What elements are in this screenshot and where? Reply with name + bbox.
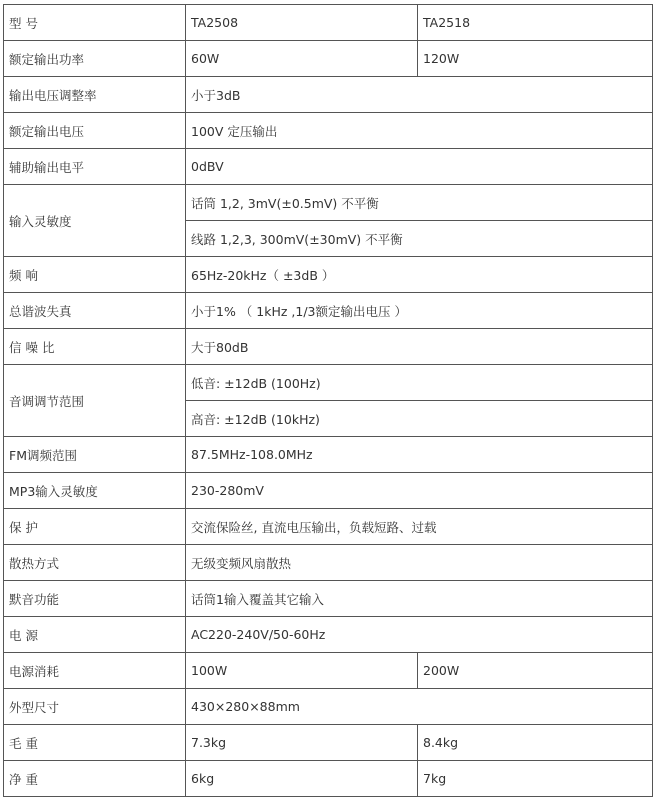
spec-label: 默音功能 [4, 581, 186, 617]
table-row [4, 437, 653, 473]
table-row [4, 761, 653, 797]
spec-value: 大于80dB [186, 329, 653, 365]
spec-value: 120W [418, 41, 653, 77]
spec-value: 60W [186, 41, 418, 77]
spec-label: 总谐波失真 [4, 293, 186, 329]
spec-label: 额定输出电压 [4, 113, 186, 149]
spec-label: 外型尺寸 [4, 689, 186, 725]
spec-value: 100W [186, 653, 418, 689]
spec-value: 430×280×88mm [186, 689, 653, 725]
table-row [4, 329, 653, 365]
spec-label: 信 噪 比 [4, 329, 186, 365]
spec-label: 输出电压调整率 [4, 77, 186, 113]
spec-value: TA2508 [186, 5, 418, 41]
spec-value: 小于1% （ 1kHz ,1/3额定输出电压 ） [186, 293, 653, 329]
spec-value: TA2518 [418, 5, 653, 41]
table-row [4, 653, 653, 689]
table-row [4, 293, 653, 329]
spec-label: MP3输入灵敏度 [4, 473, 186, 509]
spec-label: 电源消耗 [4, 653, 186, 689]
table-row [4, 365, 653, 401]
spec-table-body [4, 5, 653, 797]
spec-value: 8.4kg [418, 725, 653, 761]
spec-value: 高音: ±12dB (10kHz) [186, 401, 653, 437]
spec-label: 输入灵敏度 [4, 185, 186, 257]
spec-value: AC220-240V/50-60Hz [186, 617, 653, 653]
spec-label: 保 护 [4, 509, 186, 545]
spec-label: 型 号 [4, 5, 186, 41]
spec-label: 电 源 [4, 617, 186, 653]
table-row [4, 725, 653, 761]
spec-value: 65Hz-20kHz（ ±3dB ） [186, 257, 653, 293]
spec-label: 额定输出功率 [4, 41, 186, 77]
table-row [4, 77, 653, 113]
spec-value: 6kg [186, 761, 418, 797]
spec-value: 0dBV [186, 149, 653, 185]
spec-value: 低音: ±12dB (100Hz) [186, 365, 653, 401]
spec-value: 100V 定压输出 [186, 113, 653, 149]
spec-value: 话筒 1,2, 3mV(±0.5mV) 不平衡 [186, 185, 653, 221]
spec-value: 7.3kg [186, 725, 418, 761]
spec-value: 7kg [418, 761, 653, 797]
spec-label: 散热方式 [4, 545, 186, 581]
table-row [4, 257, 653, 293]
spec-value: 小于3dB [186, 77, 653, 113]
spec-value: 线路 1,2,3, 300mV(±30mV) 不平衡 [186, 221, 653, 257]
spec-value: 200W [418, 653, 653, 689]
table-row [4, 617, 653, 653]
spec-value: 87.5MHz-108.0MHz [186, 437, 653, 473]
spec-value: 交流保险丝, 直流电压输出，负载短路、过载 [186, 509, 653, 545]
spec-value: 话筒1输入覆盖其它输入 [186, 581, 653, 617]
spec-label: 净 重 [4, 761, 186, 797]
spec-label: 辅助输出电平 [4, 149, 186, 185]
spec-label: 频 响 [4, 257, 186, 293]
spec-table [3, 4, 653, 797]
table-row [4, 689, 653, 725]
table-row [4, 41, 653, 77]
spec-value: 230-280mV [186, 473, 653, 509]
spec-label: FM调频范围 [4, 437, 186, 473]
table-row [4, 473, 653, 509]
table-row [4, 581, 653, 617]
table-row [4, 149, 653, 185]
table-row [4, 185, 653, 221]
table-row [4, 545, 653, 581]
spec-label: 音调调节范围 [4, 365, 186, 437]
spec-label: 毛 重 [4, 725, 186, 761]
table-row [4, 509, 653, 545]
table-row [4, 113, 653, 149]
table-row [4, 5, 653, 41]
spec-value: 无级变频风扇散热 [186, 545, 653, 581]
